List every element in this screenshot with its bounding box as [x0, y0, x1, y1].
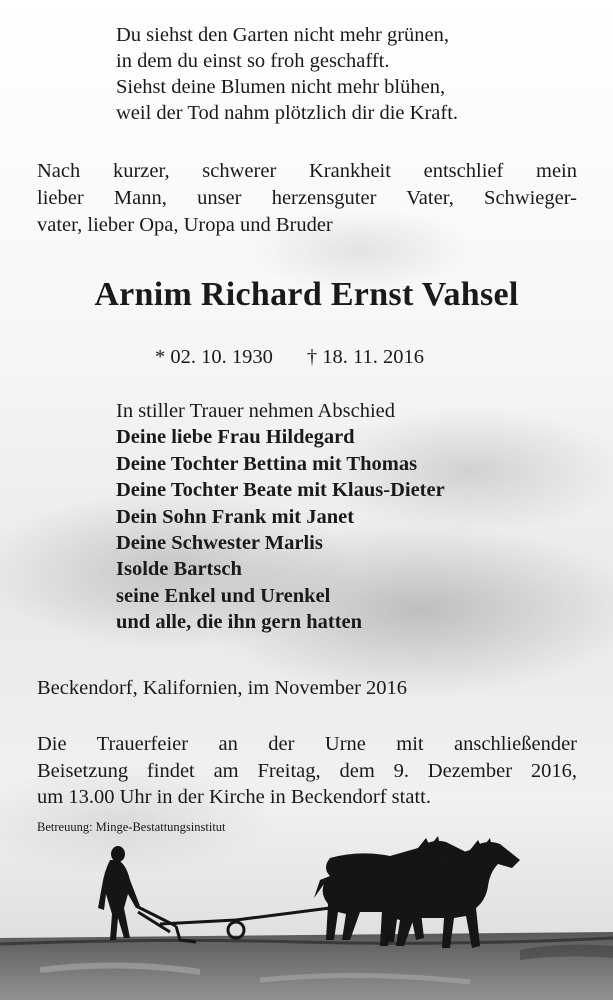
mourner-entry: und alle, die ihn gern hatten: [116, 611, 363, 634]
announcement-line: vater, lieber Opa, Uropa und Bruder: [37, 214, 333, 236]
service-line: Die Trauerfeier an der Urne mit anschließender: [37, 733, 577, 755]
life-dates: [155, 346, 424, 369]
mourner-entry: Deine Schwester Marlis: [116, 532, 323, 555]
service-line: Beisetzung findet am Freitag, dem 9. Dezember 2016,: [37, 759, 577, 782]
place-and-date: Beckendorf, Kalifornien, im November 2016: [37, 677, 408, 699]
death-announcement: [37, 158, 577, 239]
poem-line: weil der Tod nahm plötzlich dir die Kraft.: [116, 102, 459, 124]
funeral-home-credit: Betreuung: Minge-Bestattungsinstitut: [37, 820, 226, 834]
mourner-entry: Deine liebe Frau Hildegard: [116, 426, 355, 449]
mourning-intro: In stiller Trauer nehmen Abschied: [116, 400, 395, 422]
funeral-service-info: [37, 731, 577, 811]
horses-silhouette: [314, 836, 520, 948]
mourner-entry: Dein Sohn Frank mit Janet: [116, 505, 355, 528]
announcement-line: lieber Mann, unser herzensguter Vater, Schwieger-: [37, 187, 577, 209]
memorial-poem: [116, 22, 458, 126]
death-date: † 18. 11. 2016: [306, 346, 424, 368]
birth-date: * 02. 10. 1930: [155, 346, 273, 368]
service-line: um 13.00 Uhr in der Kirche in Beckendorf statt.: [37, 786, 431, 808]
plowing-scene-image: [0, 820, 613, 1000]
poem-line: in dem du einst so froh geschafft.: [116, 50, 390, 72]
poem-line: Du siehst den Garten nicht mehr grünen,: [116, 24, 450, 46]
mourner-entry: Deine Tochter Bettina mit Thomas: [116, 452, 418, 475]
farmer-silhouette: [98, 846, 140, 940]
announcement-line: Nach kurzer, schwerer Krankheit entschlief mein: [37, 160, 577, 182]
mourner-entry: Isolde Bartsch: [116, 558, 242, 581]
mourner-entry: seine Enkel und Urenkel: [116, 584, 331, 607]
deceased-name: Arnim Richard Ernst Vahsel: [94, 276, 519, 313]
poem-line: Siehst deine Blumen nicht mehr blühen,: [116, 76, 446, 98]
mourner-entry: Deine Tochter Beate mit Klaus-Dieter: [116, 479, 445, 502]
mourners-list: [116, 398, 445, 636]
